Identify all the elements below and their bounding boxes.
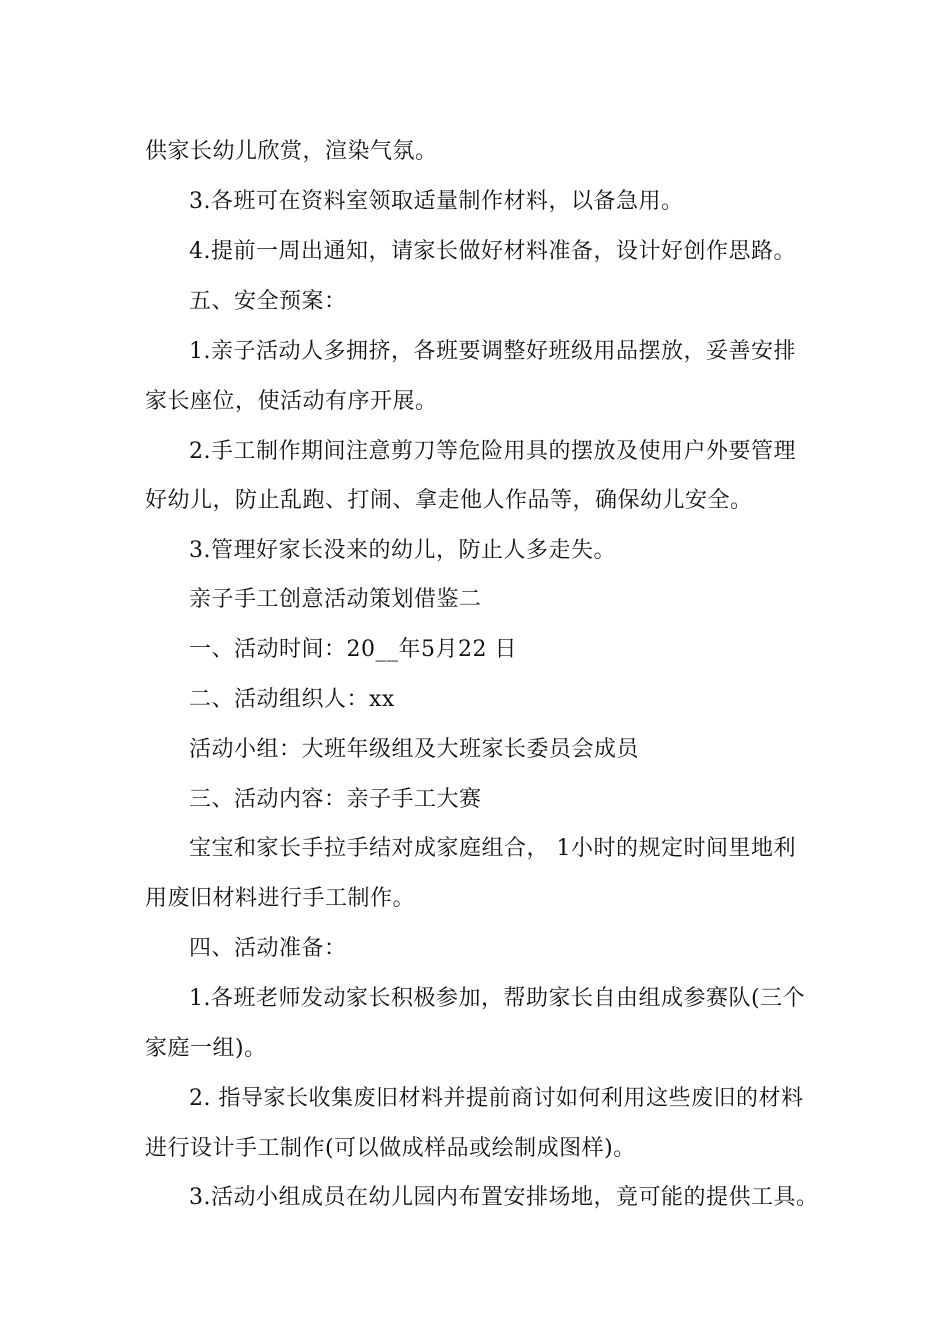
section-heading: 二、活动组织人：xx: [189, 687, 395, 712]
text-line: 用废旧材料进行手工制作。: [145, 886, 416, 911]
text-line: 供家长幼儿欣赏，渲染气氛。: [145, 139, 438, 164]
section-heading: 五、安全预案：: [189, 289, 347, 314]
document-subtitle: 亲子手工创意活动策划借鉴二: [189, 587, 482, 612]
text-line: 好幼儿，防止乱跑、打闹、拿走他人作品等，确保幼儿安全。: [145, 488, 753, 513]
text-line: 4.提前一周出通知，请家长做好材料准备，设计好创作思路。: [189, 239, 796, 264]
text-line: 1.各班老师发动家长积极参加，帮助家长自由组成参赛队(三个: [189, 986, 806, 1011]
text-line: 3.各班可在资料室领取适量制作材料，以备急用。: [189, 189, 684, 214]
section-heading: 一、活动时间：20__年5月22 日: [189, 637, 517, 662]
text-line: 宝宝和家长手拉手结对成家庭组合， 1小时的规定时间里地利: [189, 836, 796, 861]
text-line: 3.活动小组成员在幼儿园内布置安排场地，竟可能的提供工具。: [189, 1185, 819, 1210]
section-heading: 四、活动准备：: [189, 936, 347, 961]
text-line: 2.手工制作期间注意剪刀等危险用具的摆放及使用户外要管理: [189, 439, 796, 464]
text-line: 1.亲子活动人多拥挤，各班要调整好班级用品摆放，妥善安排: [189, 339, 796, 364]
text-line: 3.管理好家长没来的幼儿，防止人多走失。: [189, 538, 616, 563]
section-heading: 三、活动内容：亲子手工大赛: [189, 787, 482, 812]
text-line: 活动小组：大班年级组及大班家长委员会成员: [189, 737, 640, 762]
text-line: 2. 指导家长收集废旧材料并提前商讨如何利用这些废旧的材料: [189, 1086, 804, 1111]
text-line: 家长座位，使活动有序开展。: [145, 389, 438, 414]
text-line: 家庭一组)。: [145, 1036, 267, 1061]
text-line: 进行设计手工制作(可以做成样品或绘制成图样)。: [145, 1136, 636, 1161]
